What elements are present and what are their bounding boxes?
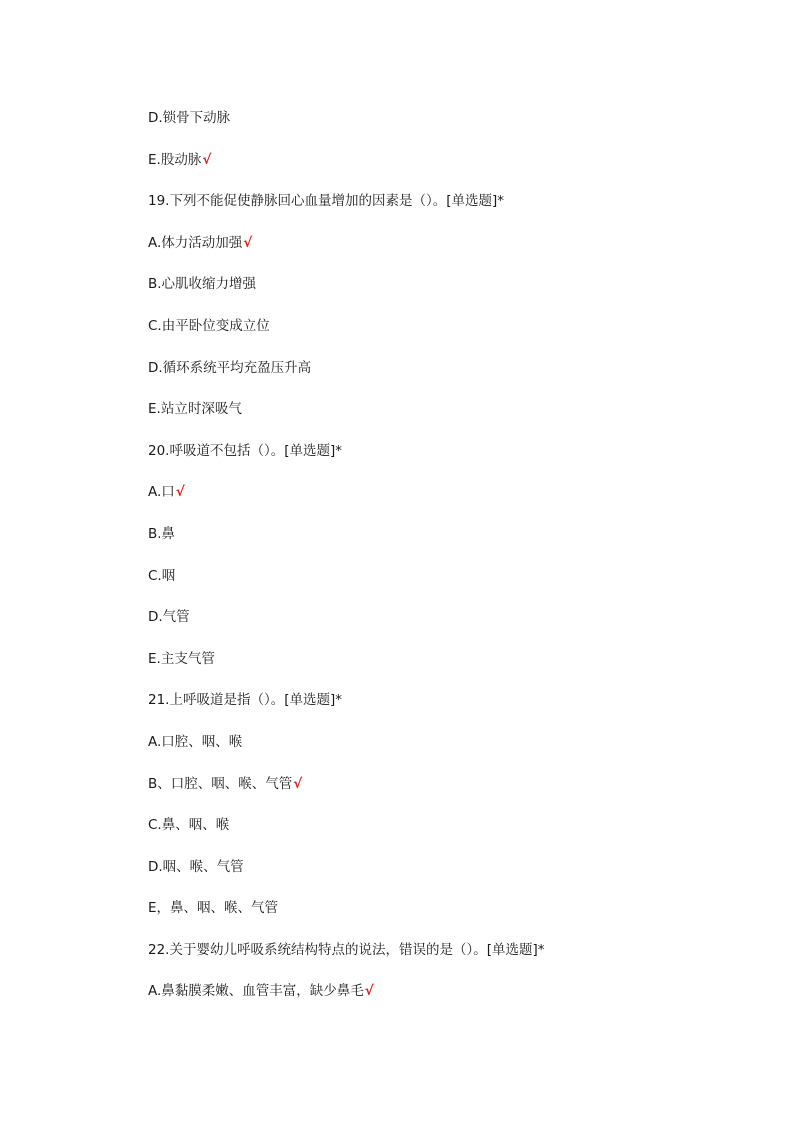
question-line [148,441,748,483]
correct-check-mark: √ [202,151,212,168]
line-text: A.鼻黏膜柔嫩、血管丰富，缺少鼻毛 [148,983,364,1000]
line-text: 19.下列不能促使静脉回心血量增加的因素是（）。[单选题]* [148,193,505,210]
line-text: E.股动脉 [148,151,202,168]
line-text: 22.关于婴幼儿呼吸系统结构特点的说法，错误的是（）。[单选题]* [148,941,545,958]
option-line [148,316,748,358]
correct-check-mark: √ [175,484,185,501]
line-text: C.咽 [148,567,176,584]
line-text: D.锁骨下动脉 [148,110,231,126]
line-text: E，鼻、咽、喉、气管 [148,900,279,917]
line-text: D.循环系统平均充盈压升高 [148,359,312,376]
option-line [148,358,748,400]
correct-check-mark: √ [364,983,374,1000]
line-text: B、口腔、咽、喉、气管 [148,775,293,792]
line-text: 20.呼吸道不包括（）。[单选题]* [148,442,343,459]
line-text: A.口 [148,484,175,501]
option-line [148,233,748,275]
option-line [148,898,748,940]
question-line [148,940,748,982]
option-line [148,482,748,524]
line-text: D.气管 [148,609,190,626]
option-line [148,857,748,899]
option-line [148,981,748,1023]
option-line [148,649,748,691]
correct-check-mark: √ [243,234,253,251]
option-line [148,108,748,150]
line-text: A.体力活动加强 [148,234,243,251]
line-text: A.口腔、咽、喉 [148,733,243,750]
option-line [148,774,748,816]
line-text: 21.上呼吸道是指（）。[单选题]* [148,692,343,709]
option-line [148,399,748,441]
option-line [148,274,748,316]
line-text: E.站立时深吸气 [148,401,242,418]
option-line [148,732,748,774]
question-line [148,191,748,233]
option-line [148,524,748,566]
option-line [148,607,748,649]
option-line [148,150,748,192]
correct-check-mark: √ [293,775,303,792]
line-text: D.咽、喉、气管 [148,858,244,875]
line-text: C.鼻、咽、喉 [148,817,230,834]
line-text: B.心肌收缩力增强 [148,276,257,293]
line-text: C.由平卧位变成立位 [148,317,270,334]
question-line [148,690,748,732]
question-list [148,108,748,1023]
line-text: B.鼻 [148,525,176,542]
option-line [148,566,748,608]
line-text: E.主支气管 [148,650,215,667]
option-line [148,815,748,857]
